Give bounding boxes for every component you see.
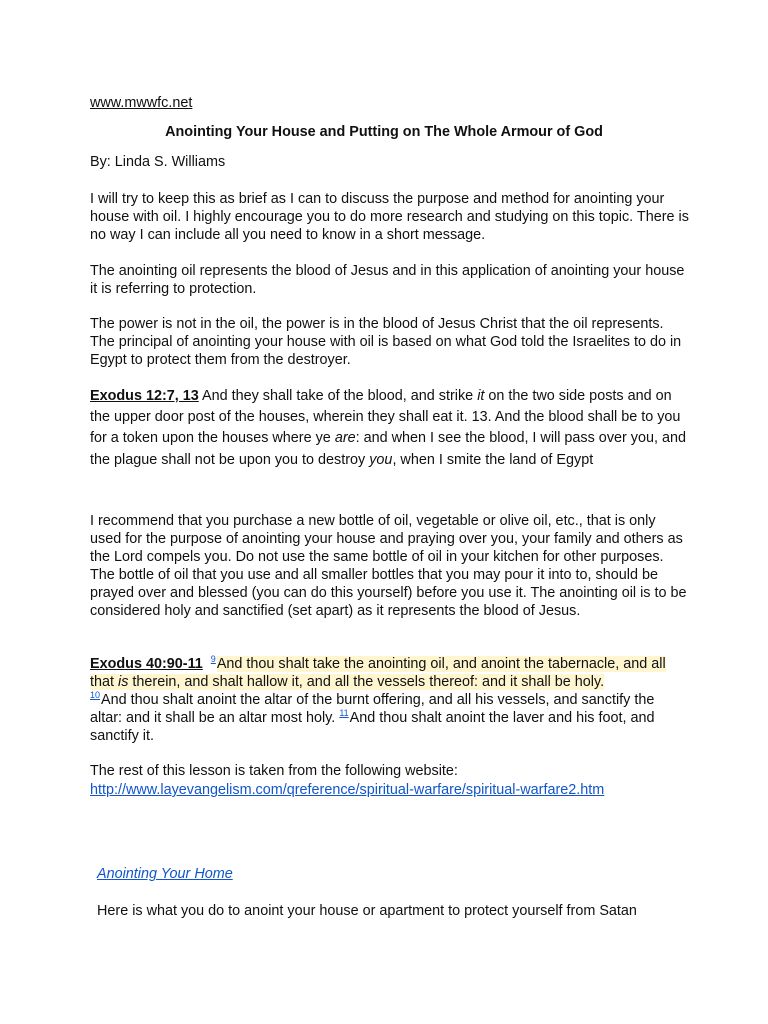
oil-bottle-paragraph: I recommend that you purchase a new bottle of oil, vegetable or olive oil, etc., that is only used for the purpose of anointing your house and praying over you, your family and others as the Lord compels you. Do not use the same bottle of oil in your kitchen for other purposes. The bottle of oil that you use and all smaller bottles that you may pour it into to, should be prayed over and blessed (you can do this yourself) before you use it. The anointing oil is to be considered holy and sanctified (set apart) as it represents the blood of Jesus. bbox=[90, 513, 687, 619]
power-paragraph: The power is not in the oil, the power is in the blood of Jesus Christ that the oil represents. The principal of anointing your house with oil is based on what God told the Israelites to do in Egypt to protect them from the destroyer. bbox=[90, 316, 682, 368]
section-title-link[interactable]: Anointing Your Home bbox=[97, 866, 233, 882]
verse-number-link[interactable]: 11 bbox=[339, 708, 349, 719]
site-link[interactable]: www.mwwfc.net bbox=[90, 95, 193, 111]
verse-number-link[interactable]: 9 bbox=[210, 654, 216, 665]
intro-paragraph: I will try to keep this as brief as I can to discuss the purpose and method for anointing your house with oil. I highly encourage you to do more research and studying on this topic. There is no way I can include all you need to know in a short message. bbox=[90, 191, 689, 243]
oil-meaning-paragraph: The anointing oil represents the blood of Jesus and in this application of anointing your house it is referring to protection. bbox=[90, 263, 685, 297]
highlighted-verse: And thou shalt take the anointing oil, and anoint the tabernacle, and all that is therein, and shalt hallow it, and all the vessels thereof: and it shall be holy. bbox=[90, 656, 666, 690]
exodus-40-verse: Exodus 40:90-11 $^9$And thou shalt take the anointing oil, and anoint the tabernacle, and all that is therein, and shalt hallow it, and all the vessels thereof: and it shall be holy. $^{10}$And thou shalt anoint the altar of the burnt offering, and all his vessels, and sanctify the altar: and it shall be an altar most holy. $^{11}$And thou shalt anoint the laver and his foot, and sanctify it. bbox=[90, 654, 666, 744]
verse-reference: Exodus 40:90-11 bbox=[90, 656, 203, 672]
page-title: Anointing Your House and Putting on The Whole Armour of God bbox=[165, 124, 603, 140]
exodus-12-verse: Exodus 12:7, 13 And they shall take of the blood, and strike it on the two side posts and on the upper door post of the houses, wherein they shall eat it. 13. And the blood shall be to you for a token upon the houses where ye are: and when I see the blood, I will pass over you, and the plague shall not be upon you to destroy you, when I smite the land of Egypt bbox=[90, 388, 687, 468]
source-lead-text: The rest of this lesson is taken from the following website: bbox=[90, 763, 458, 779]
verse-reference: Exodus 12:7, 13 bbox=[90, 388, 199, 404]
verse-number-link[interactable]: 10 bbox=[90, 690, 101, 701]
byline: By: Linda S. Williams bbox=[90, 154, 226, 170]
source-url-link[interactable]: http://www.layevangelism.com/qreference/spiritual-warfare/spiritual-warfare2.htm bbox=[90, 782, 605, 798]
closing-text: Here is what you do to anoint your house or apartment to protect yourself from Satan bbox=[97, 903, 637, 919]
